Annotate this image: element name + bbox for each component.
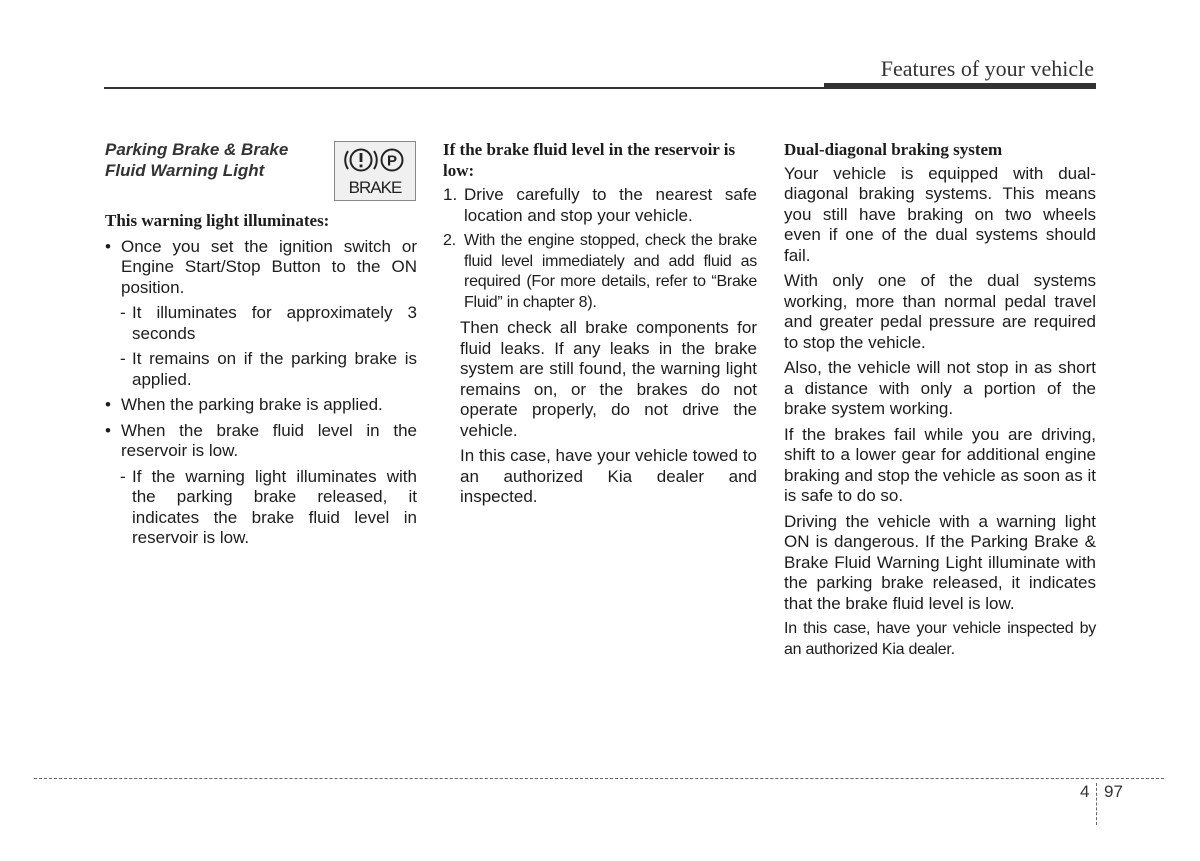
step-text: Drive carefully to the nearest safe location and stop your vehicle. xyxy=(464,185,757,225)
list-item xyxy=(443,185,757,226)
dash-mark: - xyxy=(120,466,126,486)
list-item-text: Once you set the ignition switch or Engine Start/Stop Button to the ON position. xyxy=(121,236,417,297)
paragraph: In this case, have your vehicle towed to an authorized Kia dealer and inspected. xyxy=(460,446,757,506)
illumination-list xyxy=(105,237,417,549)
paragraph: With only one of the dual systems working, more than normal pedal travel and greater pedal pressure are required to stop the vehicle. xyxy=(784,271,1096,352)
list-item xyxy=(120,349,417,390)
list-item xyxy=(120,467,417,549)
page-number: 97 xyxy=(1104,782,1123,801)
paragraph: If the brakes fail while you are driving, shift to a lower gear for additional engine braking and stop the vehicle as soon as it is safe to do so. xyxy=(784,424,1096,505)
section-heading: Parking Brake & Brake Fluid Warning Light xyxy=(105,140,289,180)
paragraph: Then check all brake components for fluid leaks. If any leaks in the brake system are still found, the warning light remains on, or the brakes do not operate properly, do not drive the vehicle. xyxy=(460,318,757,440)
paragraph: In this case, have your vehicle inspected by an authorized Kia dealer. xyxy=(784,620,1096,658)
steps-list xyxy=(443,185,757,508)
column-dual-diagonal xyxy=(784,140,1096,665)
page-header-title: Features of your vehicle xyxy=(880,56,1094,81)
dash-mark: - xyxy=(120,303,126,322)
header-rule-thick xyxy=(824,83,1096,89)
column-warning-light xyxy=(105,140,417,554)
list-item xyxy=(443,231,757,313)
list-item xyxy=(105,395,417,416)
step-number: 2. xyxy=(443,232,456,249)
list-item xyxy=(105,237,417,299)
section-heading: If the brake fluid level in the reservoir is low: xyxy=(443,140,736,180)
dual-diagonal-body xyxy=(784,164,1096,661)
chapter-number: 4 xyxy=(1080,782,1090,801)
header-rule-thin xyxy=(104,87,824,89)
subheading: This warning light illuminates: xyxy=(105,211,330,230)
step-number: 1. xyxy=(443,185,458,204)
list-item-text: When the parking brake is applied. xyxy=(121,395,383,414)
paragraph: Your vehicle is equipped with dual-diagonal braking systems. This means you still have braking on two wheels even if one of the dual systems should fail. xyxy=(784,163,1096,265)
dash-mark: - xyxy=(120,349,126,368)
paragraph: Driving the vehicle with a warning light ON is dangerous. If the Parking Brake & Brake Fluid Warning Light illuminate with the parking brake released, it indicates that the brake fluid level is low. xyxy=(784,511,1096,613)
footer-dashed-rule xyxy=(34,778,1164,779)
brake-icon-label: BRAKE xyxy=(348,178,402,197)
footer-dashed-divider xyxy=(1096,783,1097,825)
bullet-mark: • xyxy=(105,420,111,440)
bullet-mark: • xyxy=(105,236,111,256)
list-item-text: It illuminates for approximately 3 seconds xyxy=(132,303,417,343)
list-item xyxy=(105,421,417,462)
svg-text:P: P xyxy=(386,152,398,170)
brake-warning-icon xyxy=(334,141,416,201)
section-heading: Dual-diagonal braking system xyxy=(784,140,1003,159)
list-item xyxy=(120,303,417,344)
paragraph: Also, the vehicle will not stop in as short a distance with only a portion of the brake system working. xyxy=(784,358,1096,418)
column-low-fluid xyxy=(443,140,757,513)
list-item-text: If the warning light illuminates with the parking brake released, it indicates the brake fluid level in reservoir is low. xyxy=(132,466,417,547)
bullet-mark: • xyxy=(105,395,111,414)
step-text: With the engine stopped, check the brake fluid level immediately and add fluid as required (For more details, refer to “Brake Fluid” in chapter 8). xyxy=(464,232,757,311)
list-item-text: It remains on if the parking brake is applied. xyxy=(132,349,417,389)
warning-light-heading-block xyxy=(105,140,417,206)
list-item-text: When the brake fluid level in the reservoir is low. xyxy=(121,420,417,460)
